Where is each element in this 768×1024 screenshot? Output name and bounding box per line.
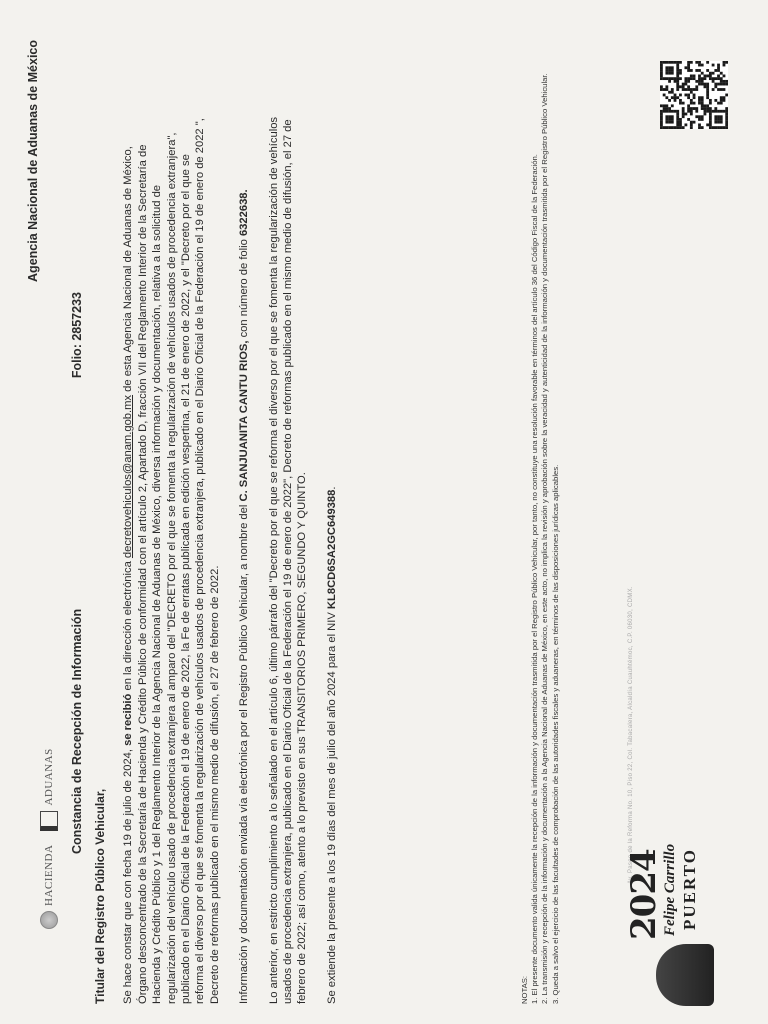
coat-of-arms-icon (40, 911, 58, 929)
paragraph-issuance: Se extiende la presente a los 19 días del mes de julio del año 2024 para el NIV KL8CD6SA2GC649388. (325, 486, 338, 1004)
document-title: Constancia de Recepción de Información (70, 608, 84, 854)
brand-year: 2024 (624, 849, 664, 940)
email-link[interactable]: decretovehiculos@anam.gob.mx (122, 394, 135, 559)
brand-name: Felipe Carrillo (662, 843, 678, 936)
hacienda-logo: HACIENDA (40, 845, 58, 929)
footer-address: Av. Paseo de la Reforma No. 10, Piso 22, Col. Tabacalera, Alcaldía Cuauhtémoc, C.P. 06030, CDMX. (628, 586, 634, 884)
paragraph-sender: Información y documentación enviada vía electrónica por el Registro Público Vehicular, a nombre del C. SANJUANITA CANTU RIOS, con número de folio 6322638. (238, 189, 251, 1004)
paragraph-compliance: Lo anterior, en estricto cumplimiento a lo señalado en el artículo 6, último párrafo del "Decreto por el que se reforma el diverso por el que se fomenta la regularización de vehículos usados de procedencia extranjera, publicado en el Diario Oficial de la Federación el 19 de enero de 2022", Decreto de reformas publicado en el mismo medio de difusión, el 27 de febrero de 2022; así como, atento a lo previsto en sus TRANSITORIOS PRIMERO, SEGUNDO Y QUINTO. (267, 116, 309, 1004)
document-body (93, 114, 354, 1004)
felipe-carrillo-puerto-logo (620, 843, 760, 1006)
paragraph-reception: Se hace constar que con fecha 19 de julio de 2024, se recibió en la dirección electrónica decretovehiculos@anam.gob.mx de esta Agencia Nacional de Aduanas de México, Órgano desconcentrado de la Secretaría de Hacienda y Crédito Público de conformidad con el artículo 2, Apartado D, fracción VII del Reglamento Interior de la Secretaría de Hacienda y Crédito Público y 1 del Reglamento Interior de la Agencia Nacional de Aduanas de México, diversa información y documentación, relativa a la solicitud de regularización del vehículo usado de procedencia extranjera al amparo del "DECRETO por el que se fomenta la regularización de vehículos usados de procedencia extranjera", publicado en el Diario Oficial de la Federación el 19 de enero de 2022, la Fe de erratas publicada en edición vespertina, el 21 de enero de 2022, y el "Decreto por el que se reforma el diverso por el que se fomenta la regularización de vehículos usados de procedencia extranjera, publicado en el Diario Oficial de la Federación el 19 de enero de 2022 ", Decreto de reformas publicado en el mismo medio de difusión, el 27 de febrero de 2022. (122, 118, 221, 1004)
header-logos (40, 748, 58, 929)
portrait-icon (656, 944, 714, 1006)
note-3: 3. Queda a salvo el ejercicio de las facultades de comprobación de las autoridades fiscales y aduaneras, en términos de las disposiciones jurídicas aplicables. (550, 464, 560, 1004)
qr-code-icon (660, 61, 728, 129)
aduanas-logo: ADUANAS (40, 748, 58, 830)
applicant-folio: 6322638. (238, 189, 251, 237)
note-2: 2. La transmisión y recepción de la información y documentación a la Agencia Nacional de Aduanas de México, en este acto, no implica la revisión y aprobación sobre la veracidad y autenticidad de la información y documentación trasmitida por el Registro Público Vehicular. (540, 73, 550, 1004)
brand-place: PUERTO (680, 848, 699, 930)
agency-name: Agencia Nacional de Aduanas de México (26, 40, 40, 282)
aduanas-mark-icon (40, 811, 58, 831)
notes-section (520, 14, 561, 1004)
addressee: Titular del Registro Público Vehicular, (93, 788, 107, 1004)
note-1: 1. El presente documento valida únicamente la recepción de la información y documentación trasmitida por el Registro Público Vehicular, por tanto, no constituye una resolución favorable en términos del artículo 36 del Código Fiscal de la Federación. (530, 154, 540, 1004)
vehicle-niv: KL8CD6SA2GC649388 (325, 489, 338, 610)
notes-heading: NOTAS: (520, 975, 529, 1004)
folio-number: Folio: 2857233 (70, 292, 84, 379)
applicant-name: C. SANJUANITA CANTU RIOS, (238, 340, 251, 502)
